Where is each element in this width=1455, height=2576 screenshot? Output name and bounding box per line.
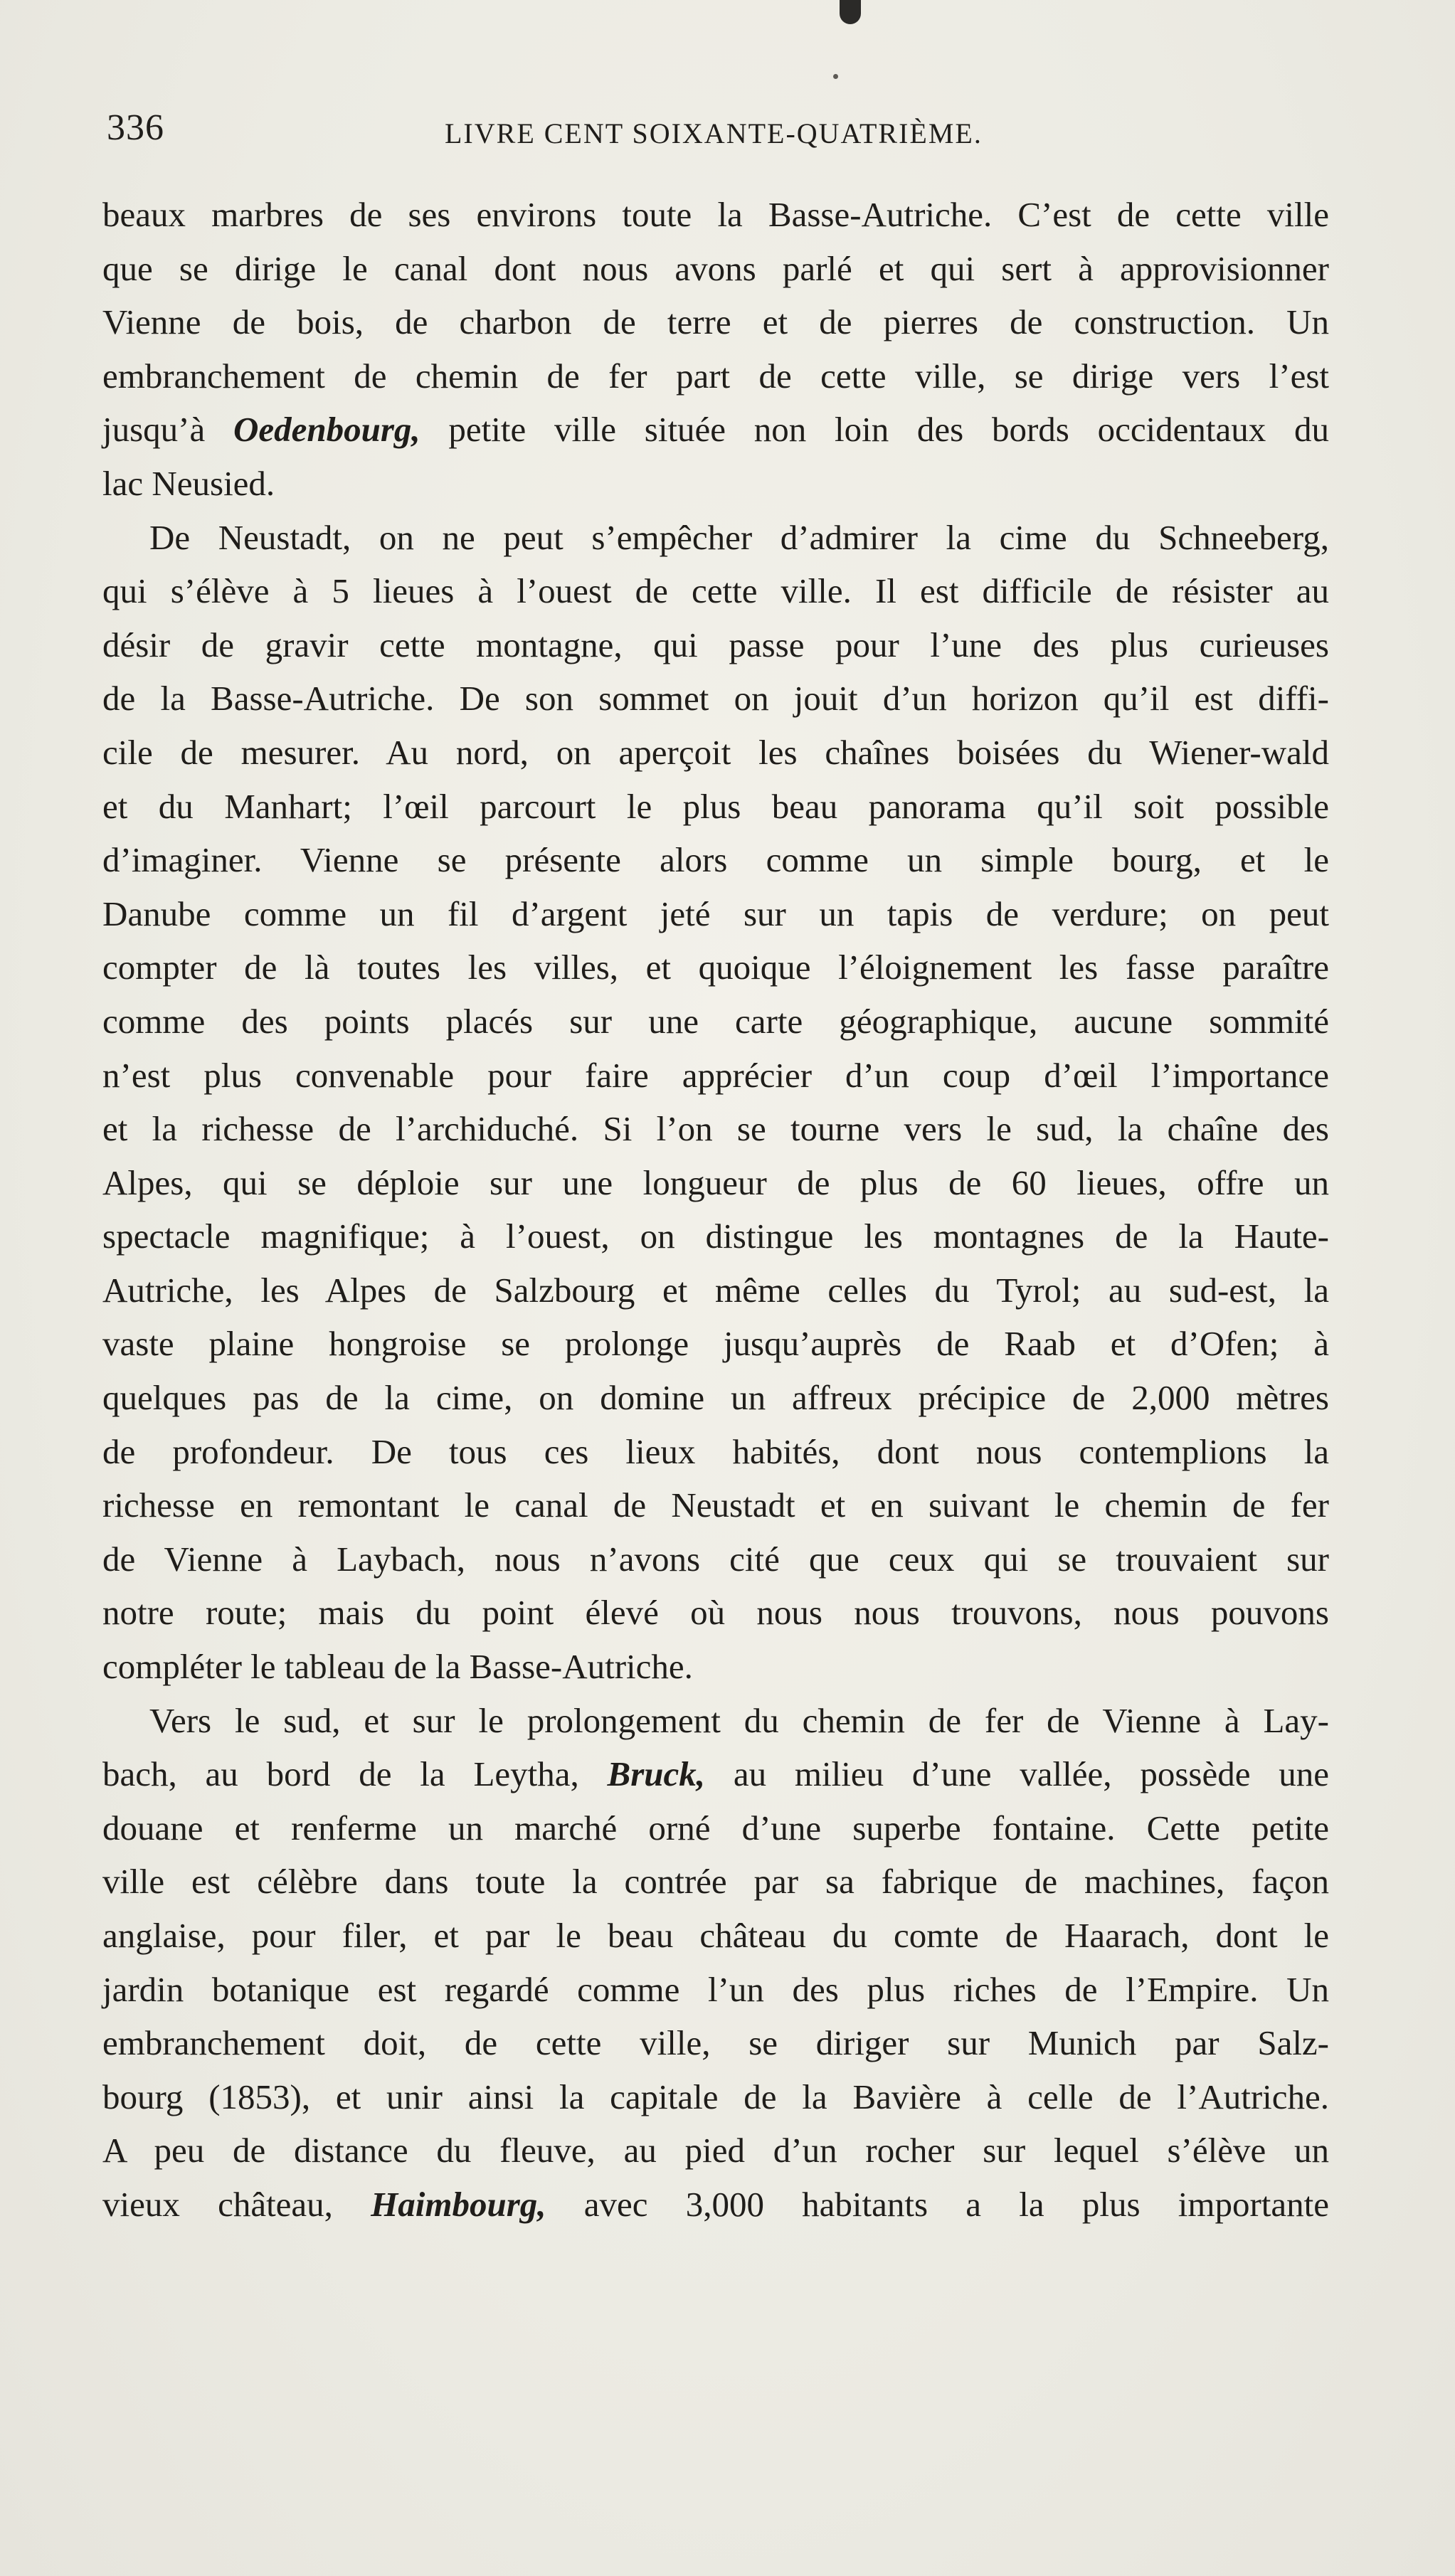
text-line: que se dirige le canal dont nous avons parlé et qui sert à approvisionner — [102, 248, 1329, 288]
text-line: et du Manhart; l’œil parcourt le plus beau panorama qu’il soit possible — [102, 786, 1329, 826]
text-segment: au milieu d’une vallée, possède une — [705, 1754, 1330, 1794]
text-line: anglaise, pour filer, et par le beau château du comte de Haarach, dont le — [102, 1916, 1329, 1955]
text-line: désir de gravir cette montagne, qui passe pour l’une des plus curieuses — [102, 625, 1329, 664]
text-line: vaste plaine hongroise se prolonge jusqu’auprès de Raab et d’Ofen; à — [102, 1324, 1329, 1364]
text-line: qui s’élève à 5 lieues à l’ouest de cette ville. Il est difficile de résister au — [102, 571, 1329, 611]
place-name-bruck: Bruck, — [607, 1754, 706, 1794]
text-line: de profondeur. De tous ces lieux habités, dont nous contemplions la — [102, 1431, 1329, 1471]
body-text — [102, 188, 1329, 2232]
text-line: embranchement doit, de cette ville, se diriger sur Munich par Salz- — [102, 2023, 1329, 2063]
paragraph-start-line: Vers le sud, et sur le prolongement du chemin de fer de Vienne à Lay- — [149, 1700, 1329, 1740]
text-line: spectacle magnifique; à l’ouest, on distingue les montagnes de la Haute- — [102, 1217, 1329, 1256]
text-line: cile de mesurer. Au nord, on aperçoit les chaînes boisées du Wiener-wald — [102, 732, 1329, 772]
text-line: Autriche, les Alpes de Salzbourg et même celles du Tyrol; au sud-est, la — [102, 1270, 1329, 1310]
text-line: lac Neusied. — [102, 463, 275, 503]
place-name-haimbourg: Haimbourg, — [371, 2184, 546, 2224]
text-segment: bach, au bord de la Leytha, — [102, 1754, 608, 1794]
text-line: jardin botanique est regardé comme l’un des plus riches de l’Empire. Un — [102, 1969, 1329, 2009]
page-number: 336 — [107, 107, 164, 148]
text-line: comme des points placés sur une carte géographique, aucune sommité — [102, 1001, 1329, 1041]
text-line: Alpes, qui se déploie sur une longueur de plus de 60 lieues, offre un — [102, 1162, 1329, 1202]
text-line: compter de là toutes les villes, et quoique l’éloignement les fasse paraître — [102, 948, 1329, 987]
text-line: A peu de distance du fleuve, au pied d’un rocher sur lequel s’élève un — [102, 2131, 1329, 2170]
binding-hole — [840, 0, 861, 24]
text-line: de la Basse-Autriche. De son sommet on jouit d’un horizon qu’il est diffi- — [102, 679, 1329, 719]
text-segment: avec 3,000 habitants a la plus importante — [546, 2184, 1329, 2224]
text-line — [102, 403, 1329, 457]
paragraph-start-line: De Neustadt, on ne peut s’empêcher d’admirer la cime du Schneeberg, — [149, 517, 1329, 557]
text-line: d’imaginer. Vienne se présente alors comme un simple bourg, et le — [102, 840, 1329, 880]
text-segment: jusqu’à — [102, 410, 233, 450]
text-segment: petite ville située non loin des bords occidentaux du — [420, 410, 1330, 450]
text-line: compléter le tableau de la Basse-Autriche. — [102, 1647, 693, 1687]
text-line: bourg (1853), et unir ainsi la capitale de la Bavière à celle de l’Autriche. — [102, 2077, 1329, 2116]
text-segment: vieux château, — [102, 2184, 371, 2224]
text-line: n’est plus convenable pour faire apprécier d’un coup d’œil l’importance — [102, 1055, 1329, 1095]
text-line: beaux marbres de ses environs toute la Basse-Autriche. C’est de cette ville — [102, 195, 1329, 234]
text-line: douane et renferme un marché orné d’une superbe fontaine. Cette petite — [102, 1808, 1329, 1848]
text-line: de Vienne à Laybach, nous n’avons cité que ceux qui se trouvaient sur — [102, 1539, 1329, 1579]
running-title: LIVRE CENT SOIXANTE-QUATRIÈME. — [445, 117, 983, 149]
text-line: Danube comme un fil d’argent jeté sur un tapis de verdure; on peut — [102, 894, 1329, 933]
text-line — [102, 1747, 1329, 1801]
page-header — [107, 107, 1330, 157]
text-line: richesse en remontant le canal de Neustadt et en suivant le chemin de fer — [102, 1485, 1329, 1525]
text-line: ville est célèbre dans toute la contrée par sa fabrique de machines, façon — [102, 1862, 1329, 1902]
text-line: Vienne de bois, de charbon de terre et de pierres de construction. Un — [102, 302, 1329, 342]
text-line: et la richesse de l’archiduché. Si l’on se tourne vers le sud, la chaîne des — [102, 1109, 1329, 1149]
ink-speck — [833, 74, 838, 79]
text-line: quelques pas de la cime, on domine un affreux précipice de 2,000 mètres — [102, 1378, 1329, 1418]
place-name-oedenbourg: Oedenbourg, — [233, 410, 420, 450]
text-line: embranchement de chemin de fer part de cette ville, se dirige vers l’est — [102, 356, 1329, 396]
text-line — [102, 2178, 1329, 2232]
text-line: notre route; mais du point élevé où nous nous trouvons, nous pouvons — [102, 1593, 1329, 1633]
